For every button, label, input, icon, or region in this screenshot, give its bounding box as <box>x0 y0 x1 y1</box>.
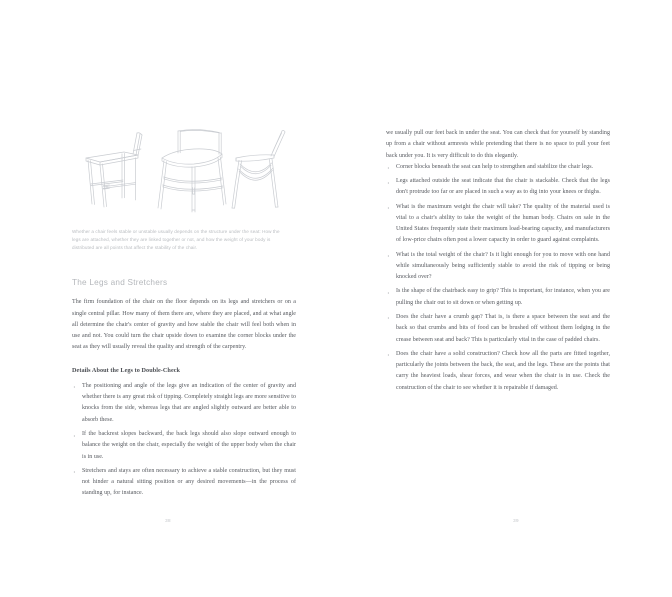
list-item: · Does the chair have a solid construction? Check how all the parts are fitted together, particularly the joints between the back, the seat, and the legs. These are the points that carry the heaviest loads, shear forces, and wear when the chair is in use. Check the construction of the chair to see whether it is repairable if damaged. <box>386 349 610 394</box>
side-view-chair-with-h-stretcher <box>86 133 142 207</box>
list-item: · Legs attached outside the seat indicate that the chair is stackable. Check that the legs don't protrude too far or are placed in such a way as to dig into your knees or thighs. <box>386 176 610 199</box>
figure-caption: Whether a chair feels stable or unstable usually depends on the structure under the seat: How the legs are attached, whether they are linked together or not, and how the weight of your body is distributed are all points that affect the stability of the chair. <box>72 229 280 250</box>
list-item: · The positioning and angle of the legs give an indication of the center of gravity and whether there is any great risk of tipping. Completely straight legs are more sensitive to knocks from the side, whereas legs that are angled slightly outward are better able to absorb these. <box>72 381 296 426</box>
list-item: · Does the chair have a crumb gap? That is, is there a space between the seat and the back so that crumbs and bits of food can be brushed off without them lodging in the crease between seat and back? This is particularly vital in the case of padded chairs. <box>386 312 610 346</box>
right-page-bullet-list <box>386 162 610 394</box>
section-title: The Legs and Stretchers <box>72 277 168 287</box>
subsection-title: Details About the Legs to Double-Check <box>72 366 181 374</box>
right-page <box>336 0 672 597</box>
list-item: · Corner blocks beneath the seat can help to strengthen and stabilize the chair legs. <box>386 162 610 173</box>
page-number-left: 38 <box>165 518 171 523</box>
section-body-paragraph: The firm foundation of the chair on the floor depends on its legs and stretchers or on a single central pillar. How many of them there are, where they are placed, and at what angle all determine the chair's center of gravity and how stable the chair will feel both when in use and not. You could turn the chair upside down to examine the corner blocks under the seat as they will usually reveal the quality and strength of the carpentry. <box>72 299 296 351</box>
side-view-bentwood-chair-with-curved-braces <box>232 130 285 208</box>
left-page-bullet-list <box>72 381 296 500</box>
list-item: · If the backrest slopes backward, the back legs should also slope outward enough to balance the weight on the chair, especially the weight of the upper body when the chair is in use. <box>72 429 296 463</box>
three-quarter-view-chair-with-ring-stretcher <box>158 130 226 212</box>
list-item: · Stretchers and stays are often necessary to achieve a stable construction, but they must not hinder a natural sitting position or any desired movements—in the process of standing up, for instance. <box>72 466 296 500</box>
list-item: · What is the total weight of the chair? Is it light enough for you to move with one hand while simultaneously being sufficiently stable to avoid the risk of tipping or being knocked over? <box>386 250 610 284</box>
list-item: · What is the maximum weight the chair will take? The quality of the material used is vital to a chair's ability to take the weight of the human body. Chairs on sale in the United States frequently state their maximum load-bearing capacity, and manufacturers of low-price chairs often post a lower capacity in order to guard against complaints. <box>386 202 610 247</box>
chair-illustrations-figure <box>72 128 296 216</box>
list-item: · Is the shape of the chairback easy to grip? This is important, for instance, when you are pulling the chair out to sit down or when getting up. <box>386 286 610 309</box>
page-number-right: 39 <box>513 518 519 523</box>
continued-paragraph: we usually pull our feet back in under the seat. You can check that for yourself by standing up from a chair without armrests while pretending that there is no space to pull your feet back under you. It is very difficult to do this elegantly. <box>386 130 610 159</box>
